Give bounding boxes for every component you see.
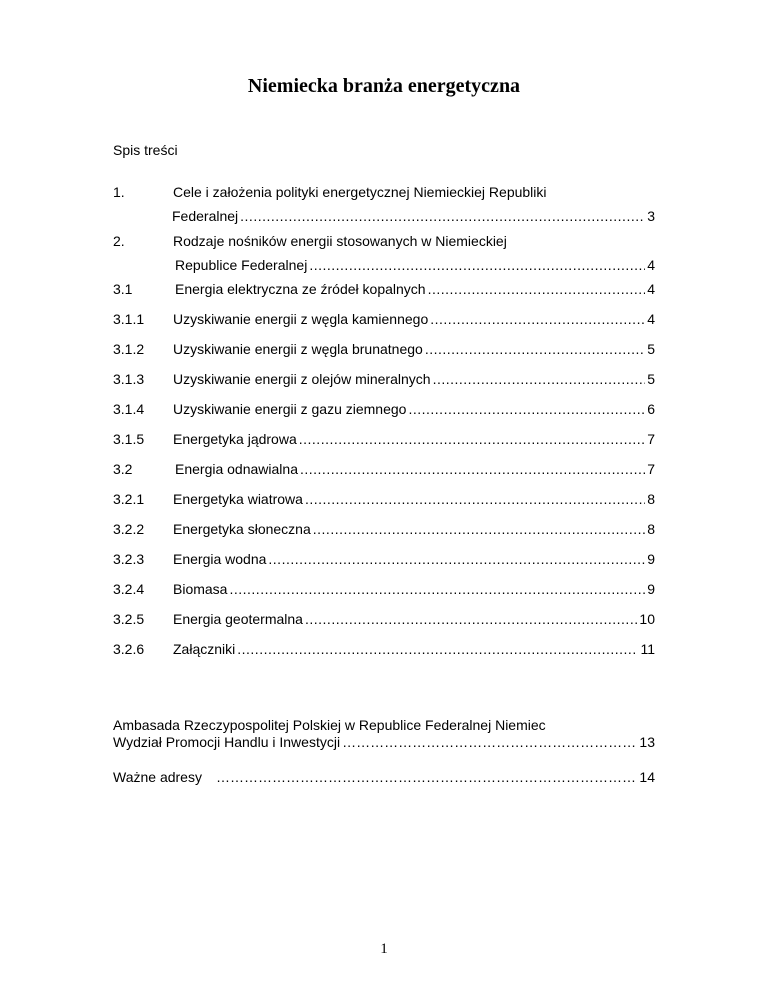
toc-entry[interactable]	[113, 310, 655, 328]
toc-entry[interactable]	[113, 520, 655, 538]
toc-page-number: 11	[640, 641, 655, 657]
toc-entry-title: Uzyskiwanie energii z węgla brunatnego	[173, 341, 423, 357]
embassy-line2: Wydział Promocji Handlu i Inwestycji	[113, 734, 341, 750]
toc-page-number: 4	[647, 311, 655, 327]
toc-page-number: 13	[639, 734, 655, 750]
toc-entry[interactable]	[113, 400, 655, 418]
toc-page-number: 3	[647, 208, 655, 224]
toc-entry[interactable]	[113, 232, 655, 272]
toc-entry-number: 3.2	[113, 461, 133, 477]
toc-entry-title: Energia odnawialna	[175, 461, 298, 477]
toc-page-number: 9	[647, 581, 655, 597]
toc-entry[interactable]	[113, 183, 655, 223]
toc-page-number: 8	[647, 491, 655, 507]
toc-page-number: 9	[647, 551, 655, 567]
toc-page-number: 7	[647, 461, 655, 477]
toc-leader-dots	[299, 430, 645, 448]
toc-leader-dots	[305, 610, 637, 628]
toc-leader-dots	[428, 280, 646, 298]
toc-entry-number: 3.2.1	[113, 491, 145, 507]
toc-entry-number: 3.2.2	[113, 521, 145, 537]
toc-entry[interactable]	[113, 550, 655, 568]
toc-leader-dots	[268, 550, 645, 568]
toc-entry-title: Uzyskiwanie energii z węgla kamiennego	[173, 311, 429, 327]
toc-page-number: 4	[647, 281, 655, 297]
toc-entry-number: 3.2.4	[113, 581, 145, 597]
toc-entry-title: Energetyka jądrowa	[173, 431, 297, 447]
toc-leader-dots	[229, 580, 645, 598]
toc-leader-dots	[300, 460, 645, 478]
toc-entry-title: Energetyka słoneczna	[173, 521, 311, 537]
toc-leader-dots	[408, 400, 645, 418]
toc-page-number: 4	[647, 257, 655, 273]
toc-entry-number: 3.2.5	[113, 611, 145, 627]
toc-entry[interactable]	[113, 610, 655, 628]
toc-entry-number: 2.	[113, 233, 125, 249]
document-title: Niemiecka branża energetyczna	[247, 75, 521, 97]
embassy-line1: Ambasada Rzeczypospolitej Polskiej w Republice Federalnej Niemiec	[113, 717, 546, 733]
toc-leader-dots	[313, 520, 645, 538]
toc-entry[interactable]	[113, 370, 655, 388]
toc-entry-number: 3.1.4	[113, 401, 145, 417]
addresses-title: Ważne adresy	[113, 769, 202, 785]
toc-entry-title: Uzyskiwanie energii z olejów mineralnych	[173, 371, 431, 387]
toc-entry[interactable]	[113, 580, 655, 598]
toc-entry[interactable]	[113, 490, 655, 508]
toc-entry-title: Energetyka wiatrowa	[173, 491, 303, 507]
toc-leader-dots	[425, 340, 645, 358]
toc-leader-dots	[216, 768, 637, 786]
toc-entry[interactable]	[113, 460, 655, 478]
toc-leader-dots	[342, 733, 637, 751]
toc-entry-title: Energia geotermalna	[173, 611, 303, 627]
toc-leader-dots	[305, 490, 645, 508]
toc-entry-number: 3.1	[113, 281, 133, 297]
toc-entry-number: 3.1.1	[113, 311, 145, 327]
toc-entry-title-line1: Rodzaje nośników energii stosowanych w Niemieckiej	[173, 233, 507, 249]
toc-entry-title: Biomasa	[173, 581, 228, 597]
toc-entry-title-line2: Federalnej	[172, 208, 239, 224]
toc-entry-embassy[interactable]	[113, 716, 655, 756]
toc-entry-number: 3.2.3	[113, 551, 145, 567]
toc-leader-dots	[240, 207, 645, 225]
toc-entry[interactable]	[113, 280, 655, 298]
toc-entry-title: Uzyskiwanie energii z gazu ziemnego	[173, 401, 407, 417]
toc-leader-dots	[433, 370, 646, 388]
toc-entry[interactable]	[113, 640, 655, 658]
toc-entry-title-line2: Republice Federalnej	[175, 257, 308, 273]
toc-page-number: 8	[647, 521, 655, 537]
toc-entry-title: Energia wodna	[173, 551, 267, 567]
toc-heading: Spis treści	[113, 142, 178, 158]
toc-leader-dots	[430, 310, 645, 328]
toc-page-number: 14	[639, 769, 655, 785]
toc-entry[interactable]	[113, 430, 655, 448]
toc-entry-title: Załączniki	[173, 641, 236, 657]
toc-entry-number: 3.1.2	[113, 341, 145, 357]
toc-entry-title-line1: Cele i założenia polityki energetycznej Niemieckiej Republiki	[173, 184, 547, 200]
toc-page-number: 6	[647, 401, 655, 417]
page-number: 1	[380, 941, 388, 957]
toc-entry-title: Energia elektryczna ze źródeł kopalnych	[175, 281, 426, 297]
toc-entry-number: 1.	[113, 184, 125, 200]
toc-entry-number: 3.1.3	[113, 371, 145, 387]
toc-page-number: 5	[647, 341, 655, 357]
toc-entry-addresses[interactable]	[113, 768, 655, 786]
toc-leader-dots	[237, 640, 638, 658]
toc-entry[interactable]	[113, 340, 655, 358]
toc-page-number: 10	[639, 611, 655, 627]
toc-entry-number: 3.1.5	[113, 431, 145, 447]
toc-page-number: 7	[647, 431, 655, 447]
toc-entry-number: 3.2.6	[113, 641, 145, 657]
toc-leader-dots	[309, 256, 645, 274]
toc-page-number: 5	[647, 371, 655, 387]
